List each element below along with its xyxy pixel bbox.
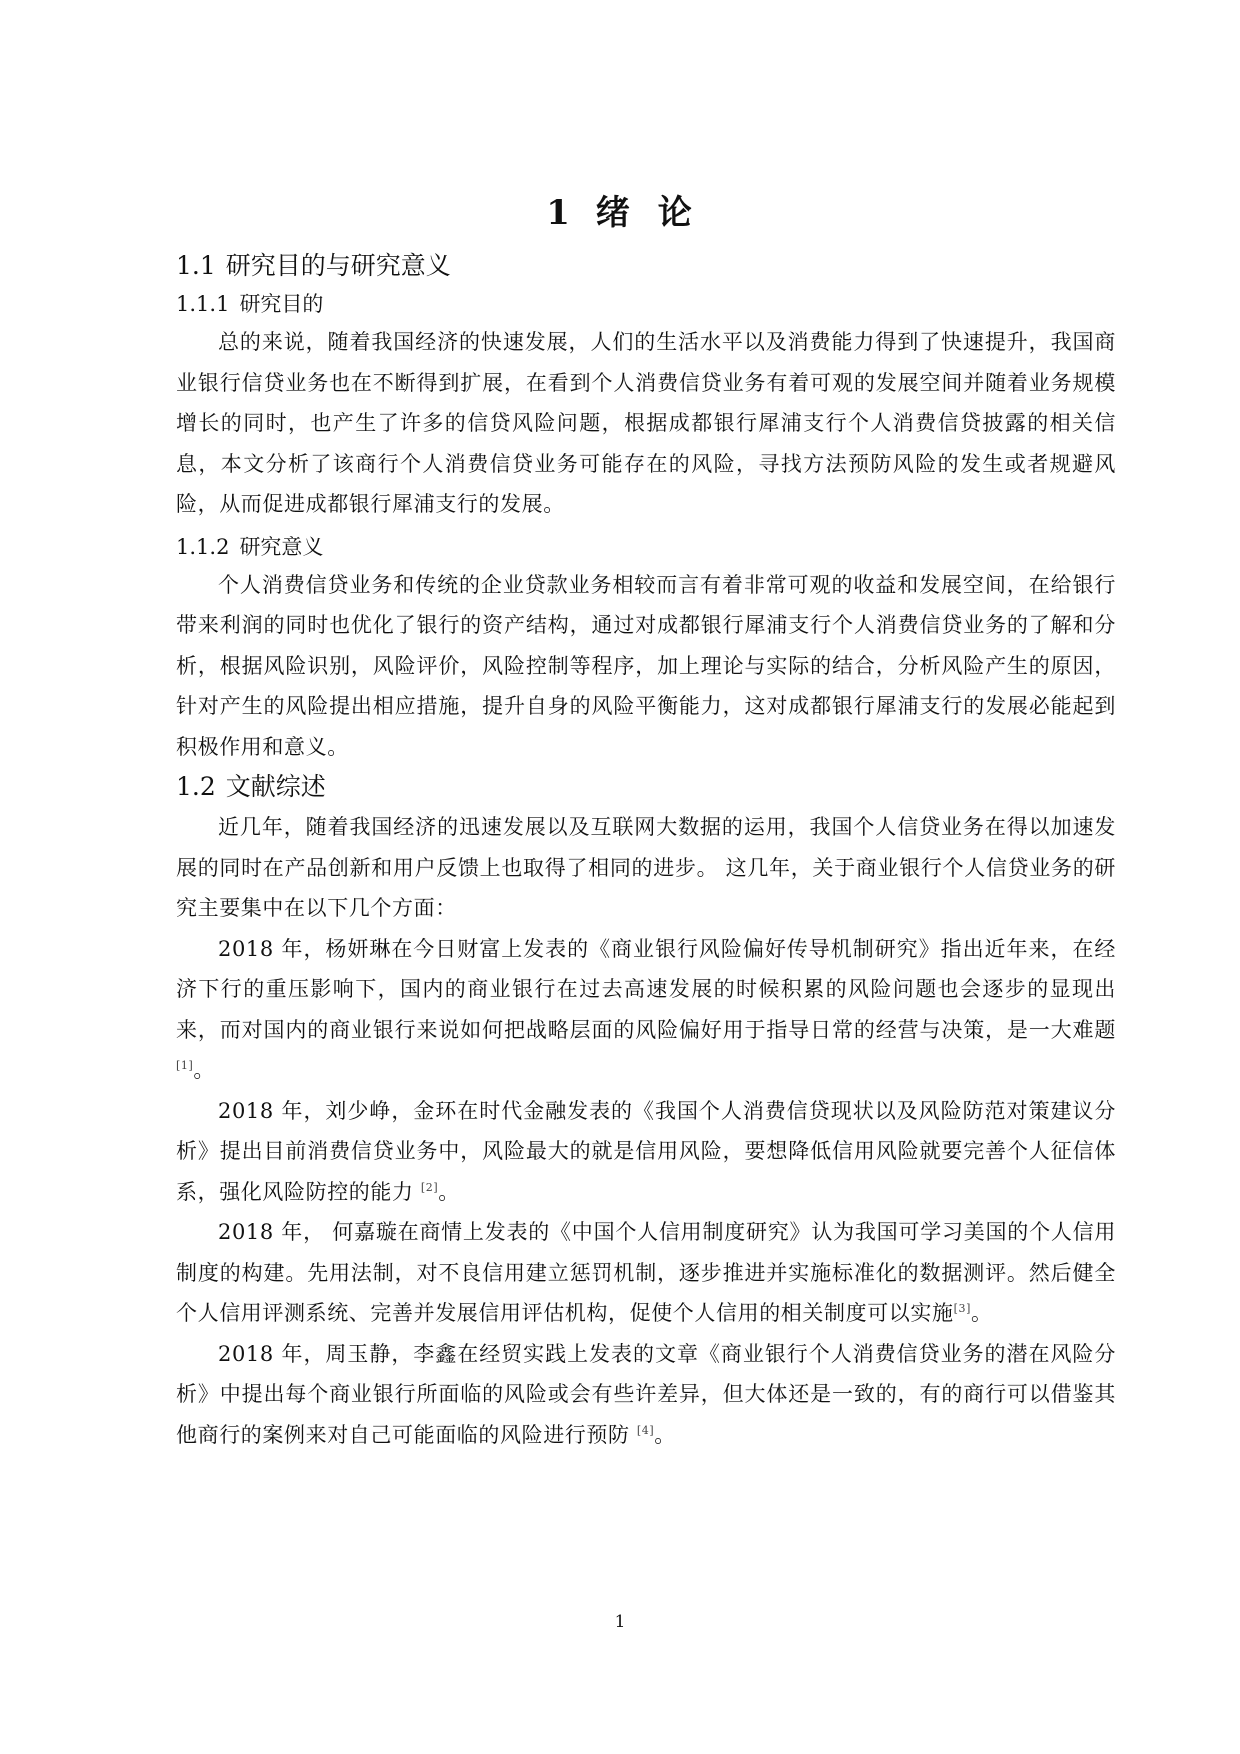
section-title: 研究目的与研究意义 bbox=[225, 251, 451, 280]
section-heading-1-2 bbox=[176, 767, 1116, 807]
chapter-title-char-2: 论 bbox=[657, 192, 694, 233]
paragraph-reference-2 bbox=[176, 1091, 1116, 1213]
paragraph-reference-3 bbox=[176, 1212, 1116, 1334]
subsection-heading-1-1-2 bbox=[176, 529, 1116, 565]
paragraph-reference-4 bbox=[176, 1334, 1116, 1456]
chapter-title-char-1: 绪 bbox=[595, 192, 632, 233]
citation-marker[interactable]: [2] bbox=[420, 1180, 439, 1194]
chapter-title bbox=[0, 191, 1240, 235]
period: 。 bbox=[654, 1422, 676, 1447]
reference-text: 2018 年，刘少峥，金环在时代金融发表的《我国个人消费信贷现状以及风险防范对策建议分析》提出目前消费信贷业务中，风险最大的就是信用风险，要想降低信用风险就要完善个人征信体系，强化风险防控的能力 bbox=[176, 1098, 1116, 1204]
reference-text: 2018 年， 何嘉璇在商情上发表的《中国个人信用制度研究》认为我国可学习美国的个人信用制度的构建。先用法制，对不良信用建立惩罚机制，逐步推进并实施标准化的数据测评。然后健全个人信用评测系统、完善并发展信用评估机构，促使个人信用的相关制度可以实施 bbox=[176, 1220, 1116, 1325]
period: 。 bbox=[971, 1301, 993, 1325]
section-number: 1.2 bbox=[176, 772, 216, 801]
period: 。 bbox=[193, 1058, 215, 1082]
chapter-number: 1 bbox=[546, 192, 572, 233]
section-title: 文献综述 bbox=[225, 772, 326, 801]
reference-text: 2018 年，周玉静，李鑫在经贸实践上发表的文章《商业银行个人消费信贷业务的潜在风险分析》中提出每个商业银行所面临的风险或会有些许差异，但大体还是一致的，有的商行可以借鉴其他商行的案例来对自己可能面临的风险进行预防 bbox=[176, 1341, 1116, 1447]
reference-text: 2018 年，杨妍琳在今日财富上发表的《商业银行风险偏好传导机制研究》指出近年来，在经济下行的重压影响下，国内的商业银行在过去高速发展的时候积累的风险问题也会逐步的显现出来，而对国内的商业银行来说如何把战略层面的风险偏好用于指导日常的经营与决策，是一大难题 bbox=[176, 936, 1116, 1042]
subsection-number: 1.1.2 bbox=[176, 534, 230, 559]
citation-marker[interactable]: [1] bbox=[176, 1059, 194, 1072]
subsection-title: 研究意义 bbox=[239, 534, 324, 559]
subsection-heading-1-1-1 bbox=[176, 286, 1116, 322]
paragraph-research-purpose: 总的来说，随着我国经济的快速发展，人们的生活水平以及消费能力得到了快速提升，我国商业银行信贷业务也在不断得到扩展，在看到个人消费信贷业务有着可观的发展空间并随着业务规模增长的同时，也产生了许多的信贷风险问题，根据成都银行犀浦支行个人消费信贷披露的相关信息，本文分析了该商行个人消费信贷业务可能存在的风险，寻找方法预防风险的发生或者规避风险，从而促进成都银行犀浦支行的发展。 bbox=[176, 330, 1116, 516]
paragraph-literature-intro: 近几年，随着我国经济的迅速发展以及互联网大数据的运用，我国个人信贷业务在得以加速发展的同时在产品创新和用户反馈上也取得了相同的进步。 这几年，关于商业银行个人信贷业务的研究主要集中在以下几个方面： bbox=[176, 815, 1116, 920]
section-heading-1-1 bbox=[176, 246, 1116, 286]
citation-marker[interactable]: [4] bbox=[636, 1423, 655, 1437]
period: 。 bbox=[438, 1179, 460, 1204]
page-number: 1 bbox=[614, 1612, 626, 1632]
paragraph-reference-1 bbox=[176, 929, 1116, 1091]
subsection-number: 1.1.1 bbox=[176, 292, 230, 316]
paragraph-research-significance: 个人消费信贷业务和传统的企业贷款业务相较而言有着非常可观的收益和发展空间，在给银行带来利润的同时也优化了银行的资产结构，通过对成都银行犀浦支行个人消费信贷业务的了解和分析，根据风险识别，风险评价，风险控制等程序，加上理论与实际的结合，分析风险产生的原因，针对产生的风险提出相应措施，提升自身的风险平衡能力，这对成都银行犀浦支行的发展必能起到积极作用和意义。 bbox=[176, 572, 1116, 759]
subsection-title: 研究目的 bbox=[239, 292, 324, 316]
page-content bbox=[176, 246, 1116, 1455]
section-number: 1.1 bbox=[176, 251, 216, 280]
citation-marker[interactable]: [3] bbox=[953, 1302, 971, 1315]
